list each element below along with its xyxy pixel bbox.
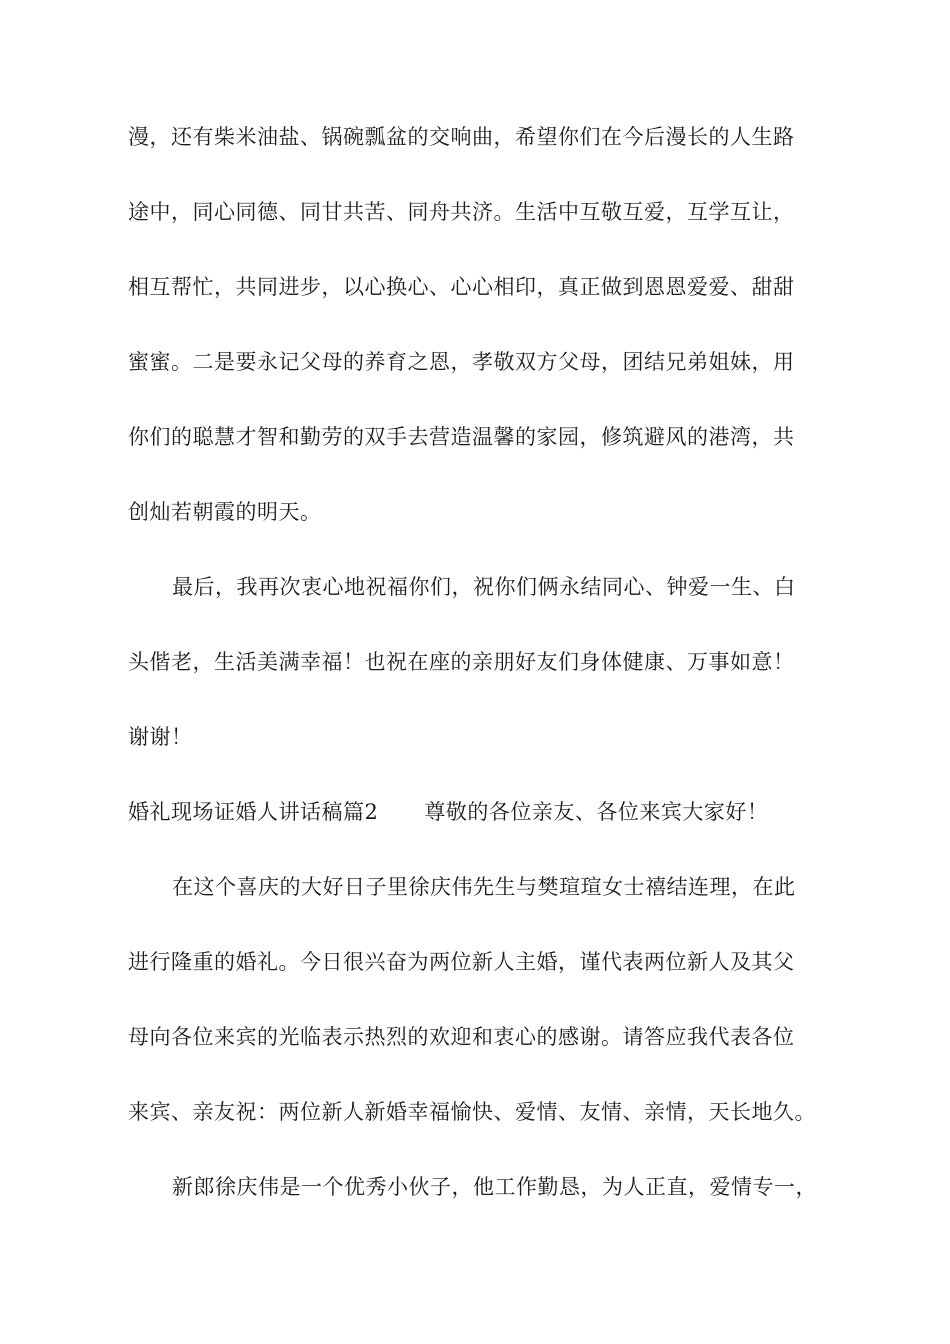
paragraph-line: 母向各位来宾的光临表示热烈的欢迎和衷心的感谢。请答应我代表各位	[128, 1025, 795, 1049]
paragraph-line: 来宾、亲友祝：两位新人新婚幸福愉快、爱情、友情、亲情，天长地久。	[128, 1100, 816, 1124]
section-heading: 婚礼现场证婚人讲话稿篇2	[128, 800, 379, 824]
paragraph-line: 创灿若朝霞的明天。	[128, 500, 322, 524]
section-heading-line	[128, 798, 828, 826]
paragraph-line: 最后，我再次衷心地祝福你们，祝你们俩永结同心、钟爱一生、白	[172, 575, 796, 599]
paragraph-line: 新郎徐庆伟是一个优秀小伙子，他工作勤恳，为人正直，爱情专一，	[172, 1175, 817, 1199]
paragraph-line: 在这个喜庆的大好日子里徐庆伟先生与樊瑄瑄女士禧结连理，在此	[172, 875, 796, 899]
paragraph-line: 漫，还有柴米油盐、锅碗瓢盆的交响曲，希望你们在今后漫长的人生路	[128, 125, 795, 149]
paragraph-line: 进行隆重的婚礼。今日很兴奋为两位新人主婚，谨代表两位新人及其父	[128, 950, 795, 974]
section-greeting: 尊敬的各位亲友、各位来宾大家好！	[424, 800, 769, 824]
paragraph-line: 头偕老，生活美满幸福！也祝在座的亲朋好友们身体健康、万事如意！	[128, 650, 795, 674]
paragraph-line: 途中，同心同德、同甘共苦、同舟共济。生活中互敬互爱，互学互让，	[128, 200, 795, 224]
paragraph-line: 相互帮忙，共同进步，以心换心、心心相印，真正做到恩恩爱爱、甜甜	[128, 275, 795, 299]
paragraph-line: 谢谢！	[128, 725, 193, 749]
paragraph-line: 蜜蜜。二是要永记父母的养育之恩，孝敬双方父母，团结兄弟姐妹，用	[128, 350, 795, 374]
paragraph-line: 你们的聪慧才智和勤劳的双手去营造温馨的家园，修筑避风的港湾，共	[128, 425, 795, 449]
